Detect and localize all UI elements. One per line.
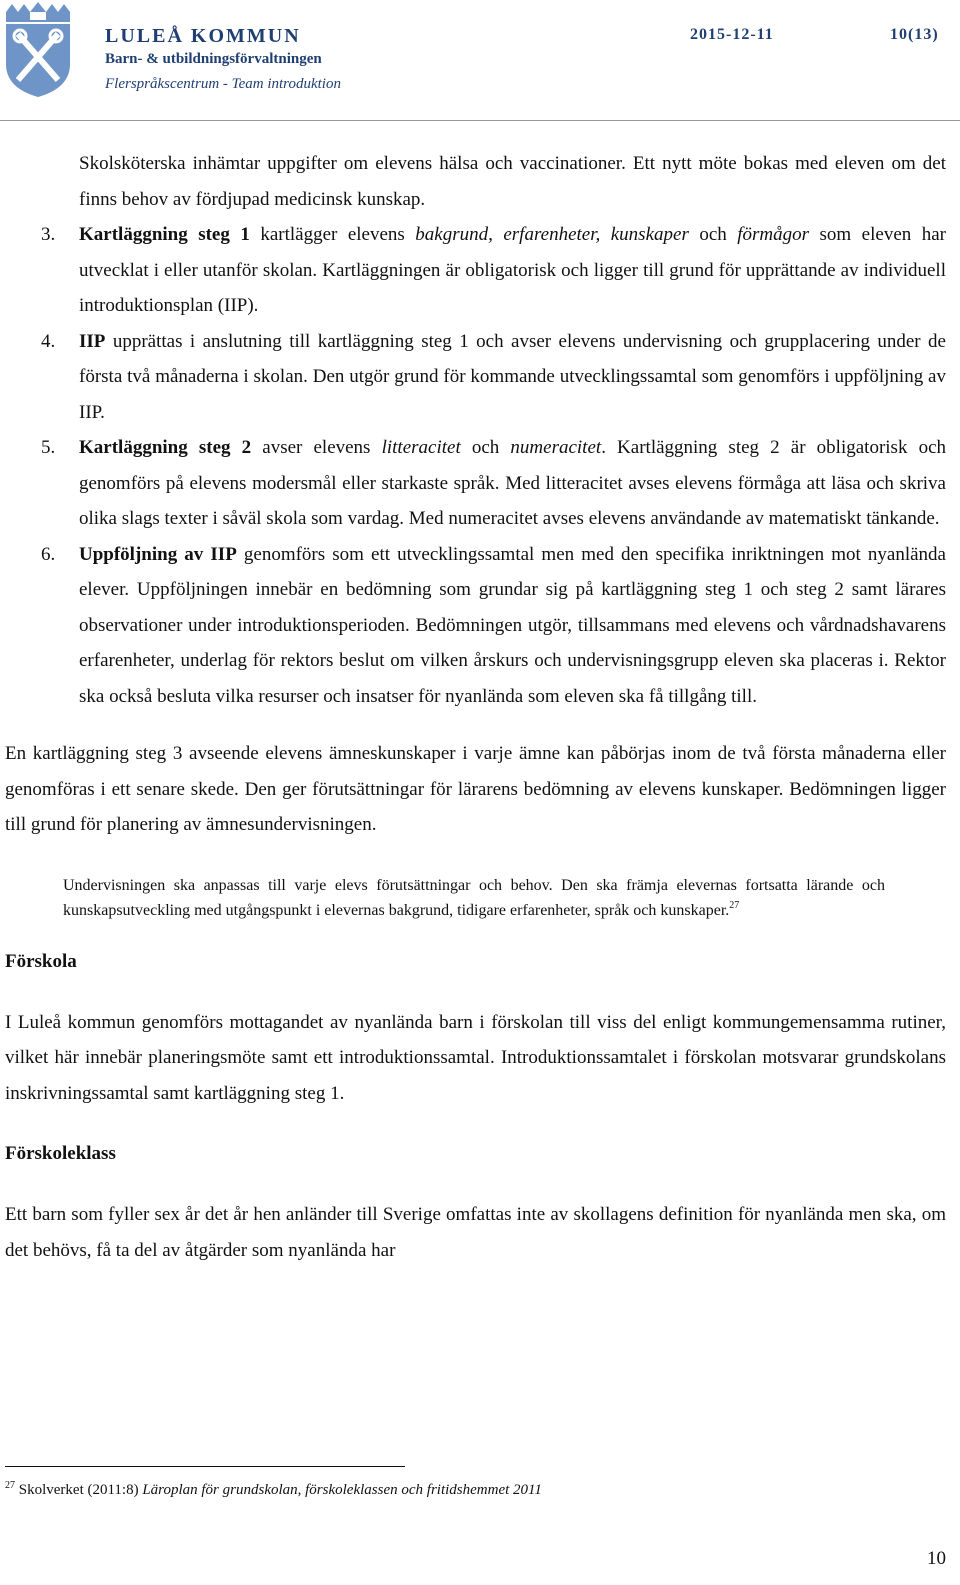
list-number: 6. [41,543,56,565]
item-text: . Kartläggning steg 2 är obligatorisk och genomförs på elevens modersmål eller starkaste språk. Med litteracitet avses elevens förmåga att läsa och skriva olika slags texter i såväl skola som vardag. Med numeracitet avses elevens användande av matematiskt tänkande. [79,437,947,529]
document-body [5,146,946,1268]
lulea-crest-icon [4,2,72,98]
term-italic: förmågor [737,224,810,245]
term-bold: Uppföljning av IIP [79,543,237,565]
footnote [5,1482,542,1499]
term-bold: Kartläggning steg 2 [79,437,252,458]
organization-block [105,24,341,98]
term-bold: IIP [79,330,106,352]
item-text: som eleven har utvecklat i eller utanför skolan. Kartläggningen är obligatorisk och ligger till grund för upprättande av individuell introduktionsplan (IIP). [79,224,947,316]
item-text: kartlägger elevens [249,224,416,245]
quote-text: Undervisningen ska anpassas till varje elevs förutsättningar och behov. Den ska främja elevernas fortsatta lärande och kunskapsutveckling med utgångspunkt i elevernas bakgrund, tidigare erfarenheter, språk och kunskaper. [63,876,885,919]
list-number: 3. [41,224,56,245]
intro-paragraph: Skolsköterska inhämtar uppgifter om elevens hälsa och vaccinationer. Ett nytt möte bokas med eleven om det finns behov av fördjupad medicinsk kunskap. [79,153,946,210]
list-number: 5. [41,437,56,458]
heading-preschool: Förskola [5,950,77,972]
page-header [0,0,960,120]
item-text: genomförs som ett utvecklingssamtal men med den specifika inriktningen mot nyanlända elever. Uppföljningen innebär en bedömning som grundar sig på kartläggning steg 1 och steg 2 samt lärares observationer under introduktionsperioden. Bedömningen utgör, tillsammans med elevens och vårdnadshavarens erfarenheter, underlag för rektors beslut om vilken årskurs och undervisningsgrupp eleven ska placeras i. Rektor ska också besluta vilka resurser och insatser för nyanlända som eleven ska få tillgång till. [79,543,946,707]
item-text: och [688,224,738,245]
footnote-source: Skolverket (2011:8) [15,1482,143,1498]
procedure-list [5,146,946,714]
term-italic: numeracitet [510,437,602,458]
page-number: 10 [927,1548,946,1569]
header-page-count: 10(13) [890,26,939,43]
org-name: LULEÅ KOMMUN [105,25,301,47]
list-number: 4. [41,330,56,352]
department-name: Barn- & utbildningsförvaltningen [105,51,322,67]
list-item [5,146,946,217]
list-item [5,430,946,537]
curriculum-quote [63,873,885,923]
item-text: upprättas i anslutning till kartläggning steg 1 och avser elevens undervisning och grupplacering under de första två månaderna i skolan. Den utgör grund för kommande utvecklingssamtal som genomförs i uppföljning av IIP. [79,330,946,423]
list-item [5,537,946,715]
preschool-paragraph: I Luleå kommun genomförs mottagandet av nyanlända barn i förskolan till viss del enligt kommungemensamma rutiner, vilket här innebär planeringsmöte samt ett introduktionssamtal. Introduktionssamtalet i förskolan motsvarar grundskolans inskrivningssamtal samt kartläggning steg 1. [5,1011,946,1104]
item-text: och [460,437,511,458]
heading-preschool-class: Förskoleklass [5,1143,116,1164]
list-item [5,217,946,324]
header-date: 2015-12-11 [690,26,774,43]
item-text: avser elevens [251,437,382,458]
footnote-ref: 27 [729,899,740,911]
term-italic: bakgrund, erfarenheter, kunskaper [415,224,689,245]
term-bold: Kartläggning steg 1 [79,224,250,245]
footnote-title: Läroplan för grundskolan, förskoleklassen och fritidshemmet 2011 [142,1482,542,1498]
footnote-number: 27 [5,1480,15,1491]
footnote-divider [5,1466,405,1467]
preschool-class-paragraph: Ett barn som fyller sex år det år hen anländer till Sverige omfattas inte av skollagens definition för nyanlända men ska, om det behövs, få ta del av åtgärder som nyanlända har [5,1204,946,1261]
step3-paragraph: En kartläggning steg 3 avseende elevens ämneskunskaper i varje ämne kan påbörjas inom de två första månaderna eller genomföras i ett senare skede. Den ger förutsättningar för lärarens bedömning av elevens kunskaper. Bedömningen ligger till grund för planering av ämnesundervisningen. [5,743,946,835]
term-italic: litteracitet [381,437,461,458]
header-divider [0,120,960,121]
list-item [5,324,946,431]
team-name: Flerspråkscentrum - Team introduktion [105,76,341,92]
